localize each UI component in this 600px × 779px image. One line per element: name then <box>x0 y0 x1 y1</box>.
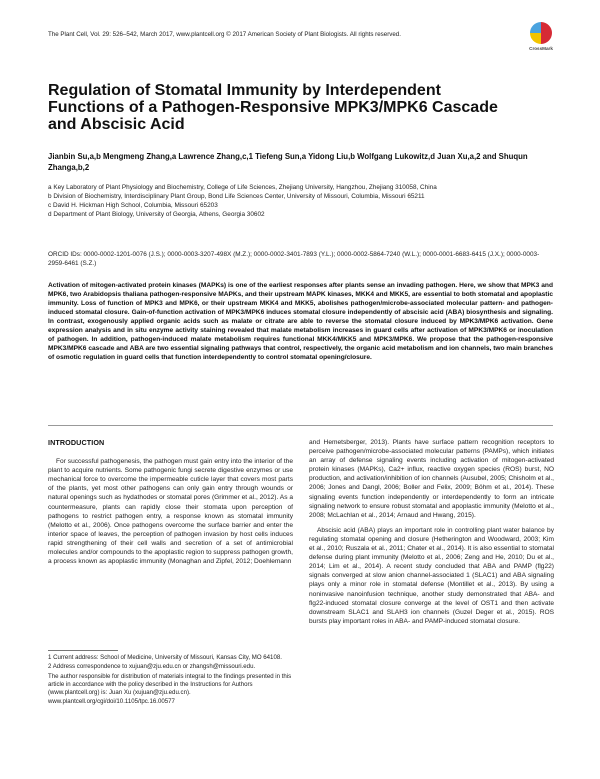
intro-paragraph-1: For successful pathogenesis, the pathogen must gain entry into the interior of the plant to acquire nutrients. Some pathogenic fungi secrete digestive enzymes or use mechanical force to overcome the impermeable cuticle layer that covers most parts of the plants, yet most other pathogens can only gain entry through wounds or natural openings such as hydathodes or stomatal pores (Grimmer et al., 2012). As a countermeasure, plants can rapidly close their stomata upon perception of pathogens to restrict pathogen entry, a response known as stomatal immunity (Melotto et al., 2006). Once pathogens overcome the surface barrier and enter the interior space of leaves, the perception of pathogen invasion by host cells induces rapid strengthening of their cell walls and secretion of a set of antimicrobial molecules and/or compounds to the apoplastic region to suppress pathogen growth, a process known as apoplastic immunity (Monaghan and Zipfel, 2012; Doehlemann <box>48 458 293 566</box>
section-heading-introduction: INTRODUCTION <box>48 438 105 447</box>
orcid-ids: ORCID IDs: 0000-0002-1201-0076 (J.S.); 0000-0003-3207-498X (M.Z.); 0000-0002-3401-7893 (Y.L.); 0000-0002-5864-7240 (W.L.); 0000-0001-6683-6415 (J.X.); 0000-0003-2959-6461 (S.Z.) <box>48 251 540 267</box>
affiliations <box>48 183 553 219</box>
affiliation-d: d Department of Plant Biology, University of Georgia, Athens, Georgia 30602 <box>48 211 265 218</box>
section-divider <box>48 425 553 426</box>
crossmark-badge[interactable] <box>524 22 558 58</box>
crossmark-label: CrossMark <box>529 46 553 51</box>
footnote-1: 1 Current address: School of Medicine, University of Missouri, Kansas City, MO 64108. <box>48 654 282 661</box>
author-list: Jianbin Su,a,b Mengmeng Zhang,a Lawrence Zhang,c,1 Tiefeng Sun,a Yidong Liu,b Wolfgang Lukowitz,d Juan Xu,a,2 and Shuqun Zhanga,b,2 <box>48 152 528 172</box>
affiliation-c: c David H. Hickman High School, Columbia, Missouri 65203 <box>48 202 218 209</box>
intro-paragraph-2: Abscisic acid (ABA) plays an important role in controlling plant water balance by regulating stomatal opening and closure (Hetherington and Woodward, 2003; Kim et al., 2010; Ruszala et al., 2011; Chater et al., 2014). It is also essential to stomatal defense during plant immunity (Melotto et al., 2006; Zeng and He, 2010; Du et al., 2014; Lim et al., 2014). A recent study concluded that ABA and PAMP (flg22) signals converged at slow anion channel-associated 1 (SLAC1) and ABA signaling plays only a minor role in stomatal defense (Montillet et al., 2013). By using a noninvasive nanoinfusion technique, another study demonstrated that ABA- and flg22-induced stomatal closure converge at the level of OST1 and then activate downstream SLAC1 and SLAH3 ion channels (Guzel Deger et al., 2015). ROS bursts play important roles in ABA- and PAMP-induced stomatal closure. <box>309 526 554 625</box>
intro-paragraph-1-continued: and Hemetsberger, 2013). Plants have surface pattern recognition receptors to perceive pathogen/microbe-associated molecular patterns (PAMPs), which initiates an array of defense signaling events including activation of mitogen-activated protein kinases (MAPKs), Ca2+ influx, reactive oxygen species (ROS) burst, NO production, and activation/inhibition of ion channels (Ausubel, 2005; Chisholm et al., 2006; Jones and Dangl, 2006; Boller and Felix, 2009; Böhm et al., 2014). These signaling events function independently or interdependently to form an intricate signaling network to ensure robust stomatal and apoplastic immunity (Melotto et al., 2008; McLachlan et al., 2014; Arnaud and Hwang, 2015). <box>309 439 554 519</box>
affiliation-a: a Key Laboratory of Plant Physiology and Biochemistry, College of Life Sciences, Zhejiang University, Hangzhou, Zhejiang 310058, China <box>48 184 437 191</box>
doi-link[interactable]: www.plantcell.org/cgi/doi/10.1105/tpc.16.00577 <box>48 698 175 706</box>
left-column <box>48 438 293 572</box>
affiliation-b: b Division of Biochemistry, Interdisciplinary Plant Group, Bond Life Sciences Center, University of Missouri, Columbia, Missouri 65211 <box>48 193 425 200</box>
footnote-divider <box>48 650 118 651</box>
article-title: Regulation of Stomatal Immunity by Interdependent Functions of a Pathogen-Responsive MPK3/MPK6 Cascade and Abscisic Acid <box>48 82 498 133</box>
crossmark-icon <box>530 22 552 44</box>
footnote-2: 2 Address correspondence to xujuan@zju.edu.cn or zhangsh@missouri.edu. <box>48 663 256 671</box>
right-column <box>309 438 554 632</box>
footnotes <box>48 654 293 708</box>
journal-header: The Plant Cell, Vol. 29: 526–542, March 2017, www.plantcell.org © 2017 American Society of Plant Biologists. All rights reserved. <box>48 31 401 38</box>
abstract: Activation of mitogen-activated protein kinases (MAPKs) is one of the earliest responses after plants sense an invading pathogen. Here, we show that MPK3 and MPK6, two Arabidopsis thaliana pathogen-responsive MAPKs, and their upstream MAPK kinases, MKK4 and MKK5, are essential to both stomatal and apoplastic immunity. Loss of function of MPK3 and MPK6, or their upstream MKK4 and MKK5, abolishes pathogen/microbe-associated molecular pattern- and pathogen-induced stomatal closure. Gain-of-function activation of MPK3/MPK6 induces stomatal closure independently of abscisic acid (ABA) biosynthesis and signaling. In contrast, exogenously applied organic acids such as malate or citrate are able to reverse the stomatal closure induced by MPK3/MPK6 activation. Gene expression analysis and in situ enzyme activity staining revealed that malate metabolism increases in guard cells after activation of MPK3/MPK6 or inoculation of pathogen. In addition, pathogen-induced malate metabolism requires functional MKK4/MKK5 and MPK3/MPK6. We propose that the pathogen-responsive MPK3/MPK6 cascade and ABA are two essential signaling pathways that control, respectively, the organic acid metabolism and ion channels, two main branches of osmotic regulation in guard cells that function interdependently to control stomatal opening/closure. <box>48 282 553 362</box>
footnote-materials: The author responsible for distribution of materials integral to the findings presented in this article in accordance with the policy described in the Instructions for Authors (www.plantcell.org) is: Juan Xu (xujuan@zju.edu.cn). <box>48 672 292 697</box>
